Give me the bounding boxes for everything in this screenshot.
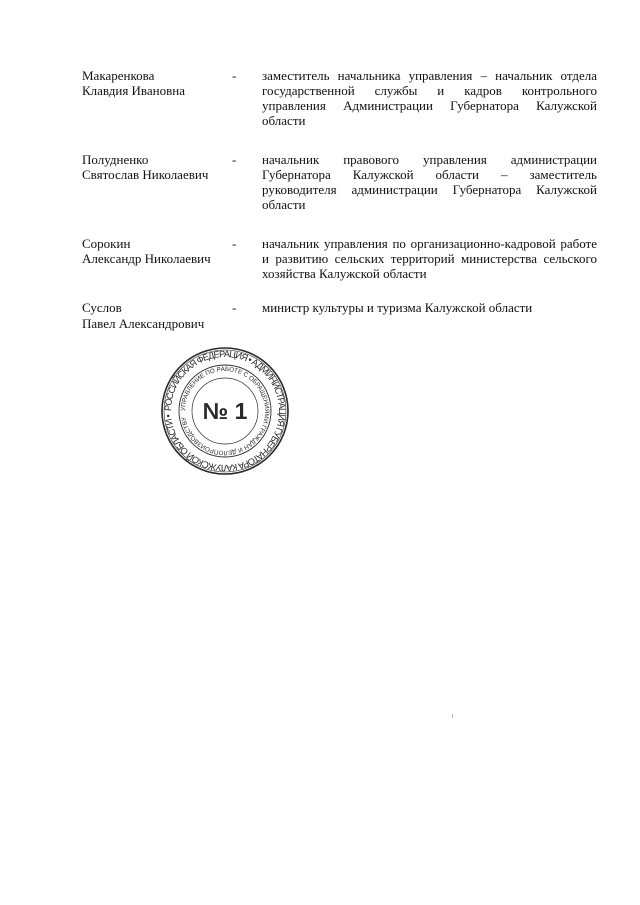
dash-separator: - xyxy=(232,300,237,315)
member-name xyxy=(82,300,232,332)
member-name xyxy=(82,68,232,98)
member-surname: Суслов xyxy=(82,300,122,315)
member-name xyxy=(82,236,232,266)
member-position: начальник управления по организационно-кадровой работе и развитию сельских территорий министерства сельского хозяйства Калужской области xyxy=(262,236,597,281)
member-given-names: Святослав Николаевич xyxy=(82,167,209,182)
member-surname: Полудненко xyxy=(82,152,149,167)
member-name xyxy=(82,152,232,182)
member-position: начальник правового управления администрации Губернатора Калужской области – заместитель руководителя администрации Губернатора Калужской области xyxy=(262,152,597,212)
member-position: заместитель начальника управления – начальник отдела государственной службы и кадров контрольного управления Администрации Губернатора Калужской области xyxy=(262,68,597,128)
official-seal xyxy=(160,346,290,476)
dash-separator: - xyxy=(232,236,237,251)
seal-outer-text: РОССИЙСКАЯ ФЕДЕРАЦИЯ • АДМИНИСТРАЦИЯ ГУБЕРНАТОРА КАЛУЖСКОЙ ОБЛАСТИ • xyxy=(162,348,288,474)
seal-inner-text: УПРАВЛЕНИЕ ПО РАБОТЕ С ОБРАЩЕНИЯМИ ГРАЖДАН И ДЕЛОПРОИЗВОДСТВУ xyxy=(179,365,271,457)
member-given-names: Павел Александрович xyxy=(82,316,205,331)
member-surname: Макаренкова xyxy=(82,68,155,83)
seal-graphic xyxy=(160,346,290,476)
seal-number: № 1 xyxy=(202,398,248,424)
member-position: министр культуры и туризма Калужской области xyxy=(262,300,533,315)
dash-separator: - xyxy=(232,68,237,83)
member-surname: Сорокин xyxy=(82,236,131,251)
member-given-names: Клавдия Ивановна xyxy=(82,83,185,98)
dash-separator: - xyxy=(232,152,237,167)
member-given-names: Александр Николаевич xyxy=(82,251,211,266)
scan-artifact xyxy=(452,714,453,718)
